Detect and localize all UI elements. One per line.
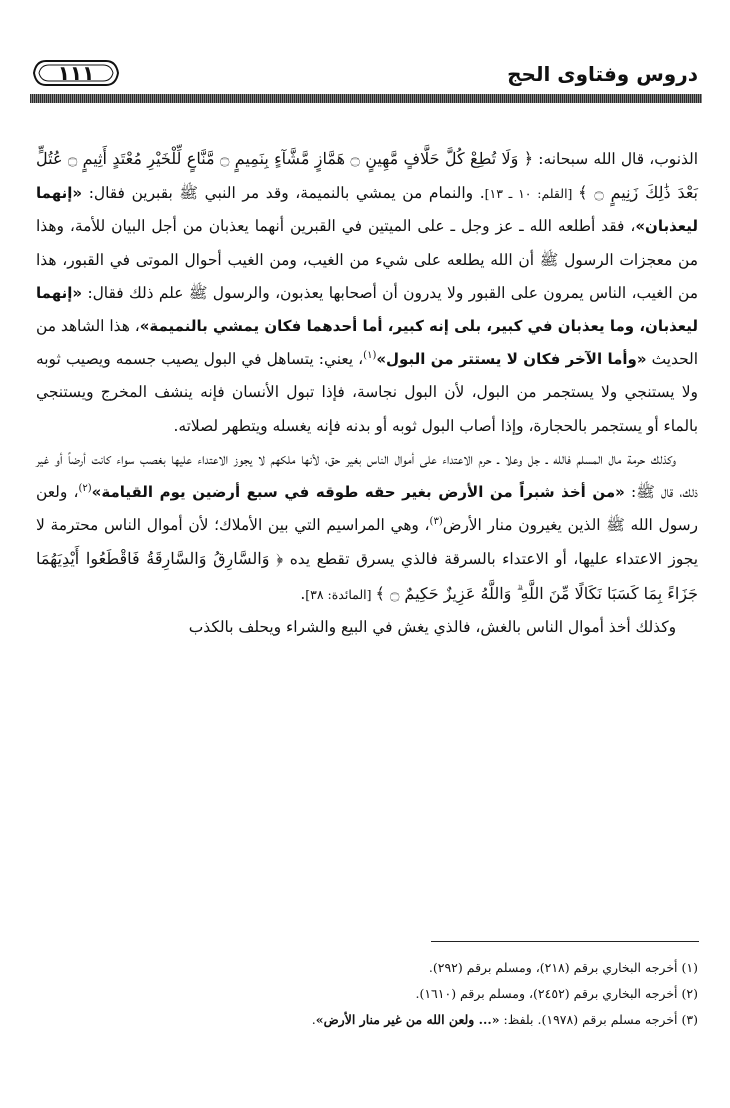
footnote-quote: «... ولعن الله من غير منار الأرض» [315,1012,500,1027]
hadith-quote: «إنهما ليعذبان» [36,184,698,236]
footnote-ref[interactable]: (٢) [78,482,92,494]
page-header [30,56,702,106]
text-span: ، يعني: يتساهل في البول يصيب جسمه ويصيب ثوبه ولا يستنجي ولا يستجمر من البول، لأن البول نجاسة، فإذا تبول الأنسان فإنه ينشف المخرج ويستنجي بالماء أو يستجمر بالحجارة، وإذا أصاب البول ثوبه أو بدنه فإنه يغسله ويتطهر لصلاته. [36,350,698,435]
text-span: ، وهي المراسيم التي بين الأملاك؛ لأن أموال الناس محترمة لا يجوز الاعتداء عليها، أو الاعتداء بالسرقة فالذي يسرق تقطع يده [36,516,698,569]
footnotes [180,955,698,1033]
footnote-text: (٣) أخرجه مسلم برقم (١٩٧٨). بلفظ: [499,1012,698,1027]
verse-reference: [القلم: ١٠ ـ ١٣] [484,186,579,202]
footnote: (٢) أخرجه البخاري برقم (٢٤٥٢)، ومسلم برقم (١٦١٠). [415,986,698,1001]
verse-reference: [المائدة: ٣٨] [305,586,376,602]
text-span: ، هذا الشاهد من الحديث [36,317,698,369]
text-span: . والنمام من يمشي بالنميمة، وقد مر النبي ﷺ بقبرين فقال: [82,184,485,203]
main-text [36,142,698,644]
page-number: ١١١ [57,61,95,85]
quran-verse: ﴿ وَلَا تُطِعْ كُلَّ حَلَّافٍ مَّهِينٍ ۝ هَمَّازٍ مَّشَّآءٍ بِنَمِيمٍ ۝ مَّنَّاعٍ لِّلْخَيْرِ مُعْتَدٍ أَثِيمٍ ۝ عُتُلٍّ بَعْدَ ذَٰلِكَ زَنِيمٍ ۝ ﴾ [36,149,699,203]
footnote [180,1007,698,1033]
paragraph: وكذلك أخذ أموال الناس بالغش، فالذي يغش في البيع والشراء ويحلف بالكذب [188,617,676,636]
hadith-quote: «من أخذ شبراً من الأرض بغير حقه طوقه في سبع أرضين يوم القيامة» [91,483,625,502]
text-span: الذنوب، قال الله سبحانه: [533,150,699,168]
quran-verse: ﴿ وَالسَّارِقُ وَالسَّارِقَةُ فَاقْطَعُوا أَيْدِيَهُمَا جَزَاءً بِمَا كَسَبَا نَكَالًا مِّنَ اللَّهِ ۗ وَاللَّهُ عَزِيزٌ حَكِيمٌ ۝ ﴾ [36,549,698,603]
hadith-quote: «إنهما ليعذبان، وما يعذبان في كبير، بلى إنه كبير، أما أحدهما فكان يمشي بالنميمة» [36,283,698,336]
text-span: ، فقد أطلعه الله ـ عز وجل ـ على الميتين في القبرين أنهما يعذبان من أجل البيان للأمة، وهذا من معجزات الرسول ﷺ أن الله يطلعه على شيء من الغيب، ومن الغيب أحوال الموتى في القبور، هذا من الغيب، الناس يمرون على القبور ولا يدرون أن أصحابها يعذبون، والرسول ﷺ علم ذلك فقال: [36,217,698,302]
footnote: (١) أخرجه البخاري برقم (٢١٨)، ومسلم برقم (٢٩٢). [428,960,698,975]
paragraph [36,142,698,443]
footnote-divider [431,941,699,942]
hadith-quote: «وأما الآخر فكان لا يستتر من البول» [376,350,647,369]
text-span: ، ولعن رسول الله ﷺ الذين يغيرون منار الأرض [36,483,698,535]
book-title: دروس وفتاوى الحج [507,62,698,86]
footnote-end: . [311,1012,316,1027]
footnote-ref[interactable]: (٣) [429,516,443,528]
text-span: وكذلك حرمة مال المسلم فالله ـ جل وعلا ـ حرم الاعتداء على أموال الناس بغير حق، لأنها ملكهم لا يجوز الاعتداء عليها بغصب سواء كانت أرضاً أو غير ذلك، قال ﷺ: [36,449,699,502]
paragraph [36,443,698,611]
header-rule [30,94,702,103]
footnote-ref[interactable]: (١) [363,350,377,362]
text-span: . [300,584,306,603]
